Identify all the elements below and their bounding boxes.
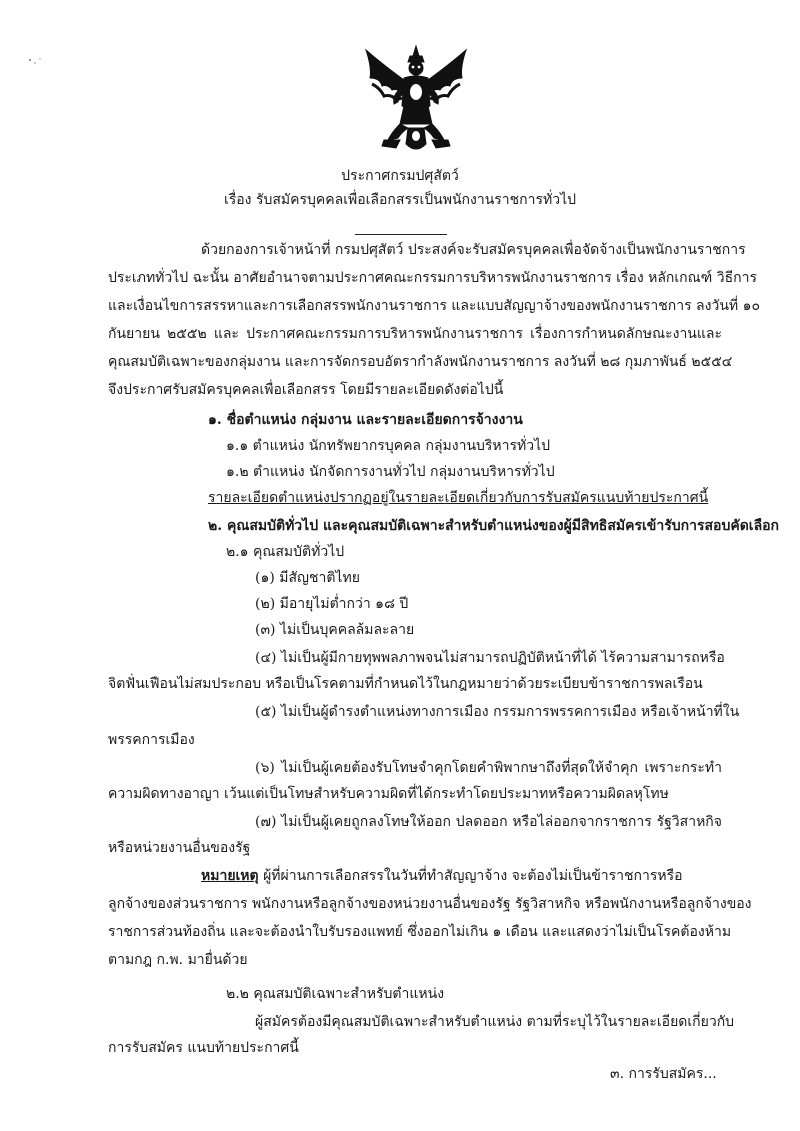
qualification-item: (๒) มีอายุไม่ต่ำกว่า ๑๘ ปี: [255, 596, 409, 612]
intro-line: คุณสมบัติเฉพาะของกลุ่มงาน และการจัดกรอบอัตรากำลังพนักงานราชการ ลงวันที่ ๒๘ กุมภาพันธ์ ๒๕๕๔: [108, 354, 733, 370]
issuer-title: ประกาศกรมปศุสัตว์: [341, 168, 459, 184]
specific-qualification-line: การรับสมัคร แนบท้ายประกาศนี้: [108, 1040, 299, 1056]
remark-line: [201, 866, 722, 886]
remark-line: ลูกจ้างของส่วนราชการ พนักงานหรือลูกจ้างของหน่วยงานอื่นของรัฐ รัฐวิสาหกิจ หรือพนักงานหรือลูกจ้างของ: [108, 896, 752, 912]
section1-item: ๑.๒ ตำแหน่ง นักจัดการงานทั่วไป กลุ่มงานบริหารทั่วไป: [226, 464, 555, 480]
page-continuation: ๓. การรับสมัคร...: [610, 1066, 717, 1082]
intro-line: ประเภททั่วไป ฉะนั้น อาศัยอำนาจตามประกาศคณะกรรมการบริหารพนักงานราชการ เรื่อง หลักเกณฑ์ วิธีการ: [108, 270, 757, 286]
qualification-item: ความผิดทางอาญา เว้นแต่เป็นโทษสำหรับความผิดที่ได้กระทำโดยประมาทหรือความผิดลหุโทษ: [108, 786, 669, 802]
garuda-emblem-icon: [362, 44, 470, 156]
remark-line: ราชการส่วนท้องถิ่น และจะต้องนำใบรับรองแพทย์ ซึ่งออกไม่เกิน ๑ เดือน และแสดงว่าไม่เป็นโรคต้องห้าม: [108, 924, 732, 940]
scan-speck-marks: [26, 54, 50, 70]
qualification-item: (๕) ไม่เป็นผู้ดำรงตำแหน่งทางการเมือง กรรมการพรรคการเมือง หรือเจ้าหน้าที่ใน: [255, 704, 740, 720]
section1-heading: ๑. ชื่อตำแหน่ง กลุ่มงาน และรายละเอียดการจ้างงาน: [208, 412, 523, 428]
remark-text: ผู้ที่ผ่านการเลือกสรรในวันที่ทำสัญญาจ้าง จะต้องไม่เป็นข้าราชการหรือ: [258, 868, 683, 884]
remark-line: ตามกฎ ก.พ. มายื่นด้วย: [108, 952, 248, 968]
qualification-item: จิตฟั่นเฟือนไม่สมประกอบ หรือเป็นโรคตามที่กำหนดไว้ในกฎหมายว่าด้วยระเบียบข้าราชการพลเรือน: [108, 676, 703, 692]
qualification-item: (๔) ไม่เป็นผู้มีกายทุพพลภาพจนไม่สามารถปฏิบัติหน้าที่ได้ ไร้ความสามารถหรือ: [255, 650, 725, 666]
intro-line: ด้วยกองการเจ้าหน้าที่ กรมปศุสัตว์ ประสงค์จะรับสมัครบุคคลเพื่อจัดจ้างเป็นพนักงานราชการ: [201, 242, 746, 258]
intro-line: กันยายน ๒๕๕๒ และ ประกาศคณะกรรมการบริหารพนักงานราชการ เรื่องการกำหนดลักษณะงานและ: [108, 326, 722, 342]
section2-subheading: ๒.๒ คุณสมบัติเฉพาะสำหรับตำแหน่ง: [226, 986, 445, 1002]
section2-subheading: ๒.๑ คุณสมบัติทั่วไป: [226, 544, 345, 560]
qualification-item: (๑) มีสัญชาติไทย: [255, 570, 360, 586]
specific-qualification-line: ผู้สมัครต้องมีคุณสมบัติเฉพาะสำหรับตำแหน่ง ตามที่ระบุไว้ในรายละเอียดเกี่ยวกับ: [255, 1014, 735, 1030]
qualification-item: พรรคการเมือง: [108, 732, 195, 748]
qualification-item: (๖) ไม่เป็นผู้เคยต้องรับโทษจำคุกโดยคำพิพากษาถึงที่สุดให้จำคุก เพราะกระทำ: [255, 760, 722, 776]
section1-note: รายละเอียดตำแหน่งปรากฏอยู่ในรายละเอียดเกี่ยวกับการรับสมัครแนบท้ายประกาศนี้: [208, 490, 709, 506]
section2-heading: ๒. คุณสมบัติทั่วไป และคุณสมบัติเฉพาะสำหรับตำแหน่งของผู้มีสิทธิสมัครเข้ารับการสอบคัดเลือก: [208, 518, 780, 534]
title-divider: [355, 234, 447, 235]
remark-label: หมายเหตุ: [201, 868, 259, 884]
qualification-item: (๗) ไม่เป็นผู้เคยถูกลงโทษให้ออก ปลดออก หรือไล่ออกจากราชการ รัฐวิสาหกิจ: [255, 814, 722, 830]
qualification-item: หรือหน่วยงานอื่นของรัฐ: [108, 840, 251, 856]
intro-line: และเงื่อนไขการสรรหาและการเลือกสรรพนักงานราชการ และแบบสัญญาจ้างของพนักงานราชการ ลงวันที่ ๑๐: [108, 298, 760, 314]
intro-line: จึงประกาศรับสมัครบุคคลเพื่อเลือกสรร โดยมีรายละเอียดดังต่อไปนี้: [108, 382, 504, 398]
qualification-item: (๓) ไม่เป็นบุคคลล้มละลาย: [255, 622, 415, 638]
subject-title: เรื่อง รับสมัครบุคคลเพื่อเลือกสรรเป็นพนักงานราชการทั่วไป: [223, 192, 577, 208]
section1-item: ๑.๑ ตำแหน่ง นักทรัพยากรบุคคล กลุ่มงานบริหารทั่วไป: [226, 438, 551, 454]
